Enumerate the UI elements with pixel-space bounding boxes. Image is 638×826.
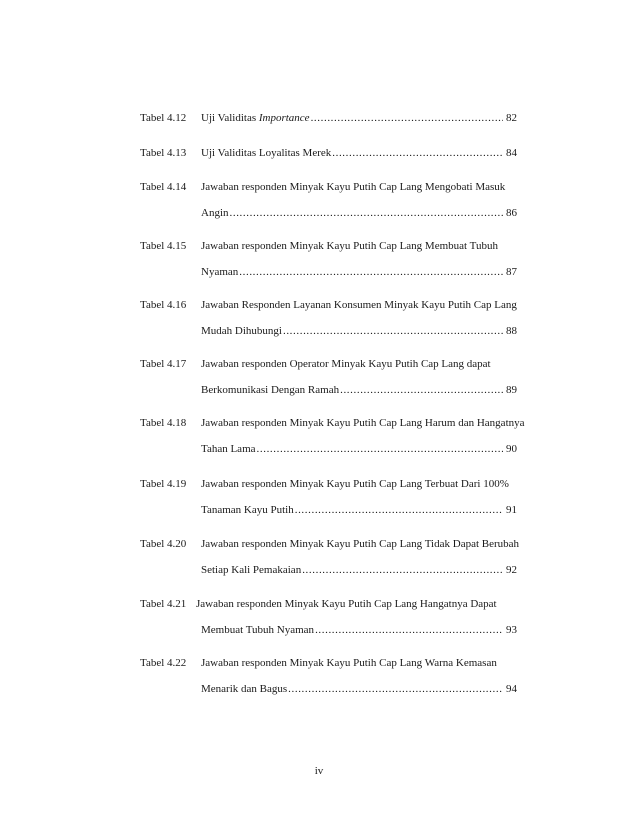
table-label: Tabel 4.22 bbox=[140, 657, 187, 669]
table-title: Jawaban Responden Layanan Konsumen Minyak Kayu Putih Cap Lang bbox=[201, 299, 517, 311]
table-title-cont: Tahan Lama bbox=[201, 443, 256, 455]
dot-leader bbox=[230, 206, 504, 220]
table-title: Jawaban responden Minyak Kayu Putih Cap Lang Hangatnya Dapat bbox=[196, 598, 497, 610]
dot-leader bbox=[288, 682, 503, 696]
table-title: Jawaban responden Minyak Kayu Putih Cap Lang Terbuat Dari 100% bbox=[201, 478, 509, 490]
dot-leader bbox=[283, 324, 503, 338]
page-number: 92 bbox=[506, 564, 517, 576]
table-label: Tabel 4.13 bbox=[140, 147, 187, 159]
toc-line bbox=[201, 416, 525, 430]
page-number: 87 bbox=[506, 266, 517, 278]
toc-line bbox=[201, 180, 521, 194]
table-title: Jawaban responden Minyak Kayu Putih Cap Lang Warna Kemasan bbox=[201, 657, 497, 669]
page-number: 94 bbox=[506, 683, 517, 695]
table-title: Jawaban responden Minyak Kayu Putih Cap Lang Harum dan Hangatnya bbox=[201, 417, 525, 429]
page-footer-number: iv bbox=[314, 765, 324, 777]
page-number: 88 bbox=[506, 325, 517, 337]
dot-leader bbox=[315, 623, 503, 637]
toc-line bbox=[201, 298, 521, 312]
toc-line bbox=[201, 503, 517, 517]
table-title-cont: Menarik dan Bagus bbox=[201, 683, 288, 695]
dot-leader bbox=[239, 265, 503, 279]
toc-line bbox=[196, 597, 516, 611]
table-label: Tabel 4.16 bbox=[140, 299, 187, 311]
table-label: Tabel 4.20 bbox=[140, 538, 187, 550]
toc-line bbox=[201, 357, 521, 371]
table-title-cont: Mudah Dihubungi bbox=[201, 325, 282, 337]
table-title-cont: Angin bbox=[201, 207, 229, 219]
toc-line bbox=[201, 477, 521, 491]
table-label: Tabel 4.15 bbox=[140, 240, 187, 252]
dot-leader bbox=[257, 442, 503, 456]
table-title-cont: Berkomunikasi Dengan Ramah bbox=[201, 384, 340, 396]
toc-line bbox=[201, 682, 517, 696]
table-title: Jawaban responden Minyak Kayu Putih Cap Lang Tidak Dapat Berubah bbox=[201, 538, 520, 550]
dot-leader bbox=[295, 503, 503, 517]
toc-line bbox=[201, 623, 517, 637]
toc-line bbox=[201, 146, 517, 160]
page-number: 89 bbox=[506, 384, 517, 396]
toc-line bbox=[201, 383, 517, 397]
table-label: Tabel 4.19 bbox=[140, 478, 187, 490]
page-number: 91 bbox=[506, 504, 517, 516]
toc-line bbox=[201, 324, 517, 338]
toc-line bbox=[201, 656, 521, 670]
table-title: Jawaban responden Minyak Kayu Putih Cap Lang Membuat Tubuh bbox=[201, 240, 498, 252]
dot-leader bbox=[302, 563, 503, 577]
dot-leader bbox=[311, 111, 503, 125]
table-title: Jawaban responden Operator Minyak Kayu Putih Cap Lang dapat bbox=[201, 358, 491, 370]
toc-line bbox=[201, 239, 521, 253]
table-label: Tabel 4.12 bbox=[140, 112, 187, 124]
table-title-cont: Tanaman Kayu Putih bbox=[201, 504, 294, 516]
page-number: 84 bbox=[506, 147, 517, 159]
page-number: 93 bbox=[506, 624, 517, 636]
toc-line bbox=[201, 537, 521, 551]
table-label: Tabel 4.21 bbox=[140, 598, 187, 610]
table-label: Tabel 4.18 bbox=[140, 417, 187, 429]
table-title: Uji Validitas Importance bbox=[201, 112, 310, 124]
page-number: 82 bbox=[506, 112, 517, 124]
table-title-cont: Setiap Kali Pemakaian bbox=[201, 564, 302, 576]
dot-leader bbox=[340, 383, 503, 397]
toc-line bbox=[201, 265, 517, 279]
table-label: Tabel 4.14 bbox=[140, 181, 187, 193]
toc-line bbox=[201, 442, 517, 456]
page-number: 86 bbox=[506, 207, 517, 219]
table-title: Uji Validitas Loyalitas Merek bbox=[201, 147, 332, 159]
page-number: 90 bbox=[506, 443, 517, 455]
dot-leader bbox=[332, 146, 503, 160]
toc-line bbox=[201, 563, 517, 577]
table-title-cont: Nyaman bbox=[201, 266, 239, 278]
table-title: Jawaban responden Minyak Kayu Putih Cap Lang Mengobati Masuk bbox=[201, 181, 506, 193]
table-title-cont: Membuat Tubuh Nyaman bbox=[201, 624, 315, 636]
toc-line bbox=[201, 206, 517, 220]
toc-line bbox=[201, 111, 517, 125]
table-label: Tabel 4.17 bbox=[140, 358, 187, 370]
